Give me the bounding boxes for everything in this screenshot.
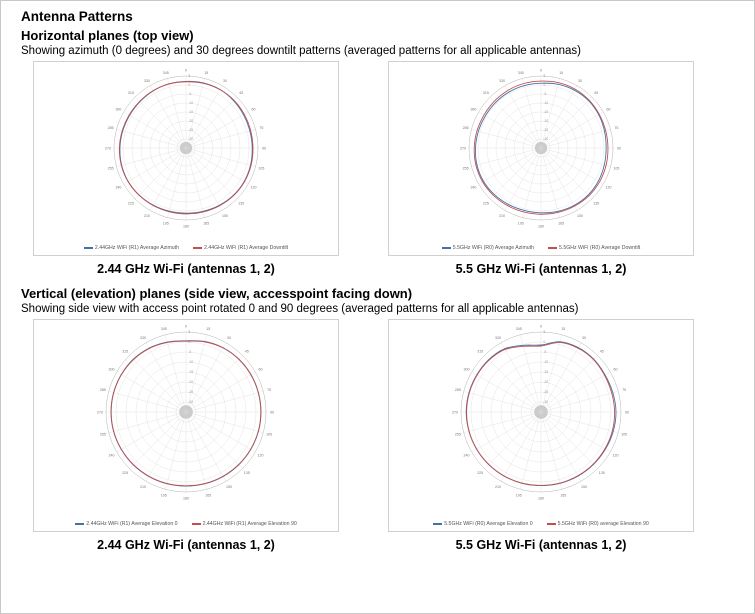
svg-text:-15: -15	[543, 370, 549, 375]
svg-text:195: 195	[517, 221, 524, 226]
chart-block-5g-vertical	[376, 319, 706, 552]
legend-label: 5.5GHz WiFi (R0) average Elevation 90	[557, 521, 649, 527]
svg-text:210: 210	[144, 213, 150, 218]
svg-text:-5: -5	[188, 92, 192, 97]
svg-text:225: 225	[477, 471, 484, 476]
svg-text:225: 225	[122, 471, 129, 476]
svg-text:180: 180	[183, 224, 189, 229]
legend-item	[433, 521, 532, 527]
svg-text:-30: -30	[543, 137, 549, 142]
svg-text:90: 90	[617, 146, 621, 151]
svg-text:5: 5	[543, 330, 546, 335]
chart-caption-2g-horizontal: 2.44 GHz Wi-Fi (antennas 1, 2)	[97, 262, 275, 276]
svg-text:315: 315	[122, 349, 129, 354]
svg-text:-10: -10	[188, 101, 194, 106]
svg-text:0: 0	[185, 324, 187, 329]
svg-text:165: 165	[560, 493, 567, 498]
legend-item	[192, 521, 297, 527]
svg-text:180: 180	[538, 224, 544, 229]
svg-text:60: 60	[251, 107, 256, 112]
svg-text:-15: -15	[188, 110, 194, 115]
chart-block-2g-horizontal	[21, 61, 351, 276]
svg-text:345: 345	[162, 70, 169, 75]
svg-text:210: 210	[140, 484, 146, 489]
legend-label: 5.5GHz WiFi (R0) Average Downtilt	[559, 245, 641, 251]
svg-text:-15: -15	[543, 110, 549, 115]
legend-2g-horizontal	[34, 245, 338, 251]
svg-text:60: 60	[258, 367, 263, 372]
legend-item	[548, 245, 640, 251]
svg-text:-10: -10	[543, 360, 549, 365]
svg-text:45: 45	[239, 91, 244, 96]
svg-text:0: 0	[188, 340, 191, 345]
svg-text:210: 210	[499, 213, 505, 218]
svg-text:150: 150	[581, 484, 587, 489]
section-heading-vertical: Vertical (elevation) planes (side view, accesspoint facing down)	[21, 286, 413, 301]
svg-text:-25: -25	[188, 128, 194, 133]
svg-text:-5: -5	[543, 350, 547, 355]
svg-text:105: 105	[621, 432, 628, 437]
polar-chart-5g-horizontal	[388, 61, 694, 256]
svg-text:-20: -20	[188, 119, 194, 124]
svg-text:105: 105	[613, 166, 620, 171]
svg-text:90: 90	[270, 410, 274, 415]
svg-text:210: 210	[495, 484, 501, 489]
svg-text:285: 285	[462, 126, 469, 131]
svg-text:285: 285	[99, 388, 106, 393]
svg-text:300: 300	[108, 367, 115, 372]
svg-text:255: 255	[107, 166, 114, 171]
svg-text:15: 15	[206, 327, 211, 332]
legend-label: 2.44GHz WiFi (R1) Average Downtilt	[204, 245, 289, 251]
svg-text:-5: -5	[543, 92, 547, 97]
svg-text:135: 135	[238, 201, 245, 206]
svg-text:270: 270	[460, 146, 466, 151]
svg-text:30: 30	[578, 78, 582, 83]
svg-text:90: 90	[262, 146, 266, 151]
legend-label: 2.44GHz WiFi (R1) Average Azimuth	[94, 245, 179, 251]
legend-label: 5.5GHz WiFi (R0) Average Elevation 0	[444, 521, 533, 527]
svg-text:30: 30	[223, 78, 227, 83]
svg-text:-20: -20	[543, 380, 549, 385]
svg-text:-25: -25	[543, 128, 549, 133]
svg-text:195: 195	[160, 493, 167, 498]
legend-5g-horizontal	[389, 245, 693, 251]
svg-text:5: 5	[188, 330, 191, 335]
svg-text:60: 60	[606, 107, 611, 112]
svg-text:-25: -25	[188, 390, 194, 395]
svg-text:0: 0	[188, 83, 191, 88]
legend-item	[193, 245, 288, 251]
svg-text:195: 195	[515, 493, 522, 498]
svg-text:5: 5	[543, 74, 546, 79]
svg-text:240: 240	[115, 185, 122, 190]
chart-caption-5g-vertical: 5.5 GHz Wi-Fi (antennas 1, 2)	[455, 538, 627, 552]
svg-text:30: 30	[582, 335, 586, 340]
legend-5g-vertical	[389, 521, 693, 527]
svg-text:285: 285	[107, 126, 114, 131]
legend-label: 2.44GHz WiFi (R1) Average Elevation 90	[202, 521, 297, 527]
svg-text:300: 300	[463, 367, 470, 372]
section-subtext-vertical: Showing side view with access point rotated 0 and 90 degrees (averaged patterns for all applicable antennas)	[21, 303, 579, 315]
polar-chart-5g-vertical	[388, 319, 694, 532]
legend-swatch-downtilt	[548, 247, 557, 249]
svg-text:135: 135	[593, 201, 600, 206]
svg-text:330: 330	[495, 335, 501, 340]
svg-text:-30: -30	[543, 400, 549, 405]
svg-text:15: 15	[561, 327, 566, 332]
legend-swatch-elevation-0	[433, 523, 442, 525]
svg-text:240: 240	[108, 453, 115, 458]
legend-item	[84, 245, 179, 251]
legend-swatch-azimuth	[84, 247, 93, 249]
svg-text:165: 165	[205, 493, 212, 498]
svg-text:150: 150	[222, 213, 228, 218]
legend-swatch-elevation-90	[547, 523, 556, 525]
chart-caption-5g-horizontal: 5.5 GHz Wi-Fi (antennas 1, 2)	[455, 262, 627, 276]
svg-text:90: 90	[625, 410, 629, 415]
polar-chart-2g-vertical	[33, 319, 339, 532]
svg-text:270: 270	[97, 410, 103, 415]
svg-text:0: 0	[543, 340, 546, 345]
svg-text:60: 60	[613, 367, 618, 372]
svg-text:-20: -20	[543, 119, 549, 124]
svg-text:180: 180	[538, 496, 544, 501]
svg-text:150: 150	[226, 484, 232, 489]
svg-text:75: 75	[259, 126, 264, 131]
polar-plot-svg	[34, 320, 338, 531]
section-heading-horizontal: Horizontal planes (top view)	[21, 28, 194, 43]
svg-text:315: 315	[482, 91, 489, 96]
legend-swatch-elevation-90	[192, 523, 201, 525]
svg-text:345: 345	[517, 70, 524, 75]
svg-text:315: 315	[127, 91, 134, 96]
svg-text:255: 255	[99, 432, 106, 437]
polar-chart-2g-horizontal	[33, 61, 339, 256]
svg-text:0: 0	[540, 68, 542, 73]
svg-text:315: 315	[477, 349, 484, 354]
chart-row-horizontal	[21, 61, 744, 276]
svg-text:150: 150	[577, 213, 583, 218]
svg-text:300: 300	[115, 107, 122, 112]
svg-text:-30: -30	[188, 400, 194, 405]
svg-text:195: 195	[162, 221, 169, 226]
legend-label: 5.5GHz WiFi (R0) Average Azimuth	[452, 245, 534, 251]
svg-text:75: 75	[622, 388, 627, 393]
chart-row-vertical	[21, 319, 744, 552]
polar-plot-svg	[34, 62, 338, 255]
svg-text:45: 45	[244, 349, 249, 354]
svg-text:105: 105	[258, 166, 265, 171]
svg-text:15: 15	[559, 70, 564, 75]
page-title: Antenna Patterns	[21, 9, 133, 24]
svg-text:75: 75	[267, 388, 272, 393]
svg-text:345: 345	[515, 327, 522, 332]
svg-text:270: 270	[105, 146, 111, 151]
svg-text:270: 270	[452, 410, 458, 415]
svg-text:75: 75	[614, 126, 619, 131]
svg-text:300: 300	[470, 107, 477, 112]
svg-text:135: 135	[598, 471, 605, 476]
section-subtext-horizontal: Showing azimuth (0 degrees) and 30 degrees downtilt patterns (averaged patterns for all applicable antennas)	[21, 45, 582, 57]
legend-item	[442, 245, 534, 251]
svg-text:15: 15	[204, 70, 209, 75]
svg-text:255: 255	[462, 166, 469, 171]
polar-plot-svg	[389, 62, 693, 255]
svg-text:-25: -25	[543, 390, 549, 395]
legend-swatch-downtilt	[193, 247, 202, 249]
svg-text:240: 240	[463, 453, 470, 458]
svg-text:330: 330	[140, 335, 146, 340]
svg-text:120: 120	[250, 185, 257, 190]
svg-text:-30: -30	[188, 137, 194, 142]
legend-item	[75, 521, 177, 527]
chart-caption-2g-vertical: 2.44 GHz Wi-Fi (antennas 1, 2)	[97, 538, 275, 552]
legend-swatch-elevation-0	[75, 523, 84, 525]
svg-text:-10: -10	[543, 101, 549, 106]
svg-text:-20: -20	[188, 380, 194, 385]
chart-block-2g-vertical	[21, 319, 351, 552]
svg-text:330: 330	[499, 78, 505, 83]
svg-text:5: 5	[188, 74, 191, 79]
legend-label: 2.44GHz WiFi (R1) Average Elevation 0	[86, 521, 178, 527]
chart-block-5g-horizontal	[376, 61, 706, 276]
svg-text:285: 285	[454, 388, 461, 393]
svg-text:0: 0	[540, 324, 542, 329]
svg-text:120: 120	[257, 453, 264, 458]
svg-text:120: 120	[612, 453, 619, 458]
svg-text:180: 180	[183, 496, 189, 501]
legend-item	[547, 521, 649, 527]
svg-text:45: 45	[594, 91, 599, 96]
svg-text:135: 135	[243, 471, 250, 476]
svg-text:105: 105	[266, 432, 273, 437]
svg-text:165: 165	[558, 221, 565, 226]
svg-text:-5: -5	[188, 350, 192, 355]
svg-text:45: 45	[599, 349, 604, 354]
svg-text:255: 255	[454, 432, 461, 437]
polar-plot-svg	[389, 320, 693, 531]
svg-text:0: 0	[185, 68, 187, 73]
svg-text:0: 0	[543, 83, 546, 88]
svg-text:165: 165	[203, 221, 210, 226]
svg-text:225: 225	[482, 201, 489, 206]
svg-text:330: 330	[144, 78, 150, 83]
svg-text:225: 225	[127, 201, 134, 206]
svg-text:345: 345	[160, 327, 167, 332]
legend-2g-vertical	[34, 521, 338, 527]
legend-swatch-azimuth	[442, 247, 451, 249]
svg-text:120: 120	[605, 185, 612, 190]
svg-text:-15: -15	[188, 370, 194, 375]
svg-text:30: 30	[227, 335, 231, 340]
svg-text:240: 240	[470, 185, 477, 190]
svg-text:-10: -10	[188, 360, 194, 365]
